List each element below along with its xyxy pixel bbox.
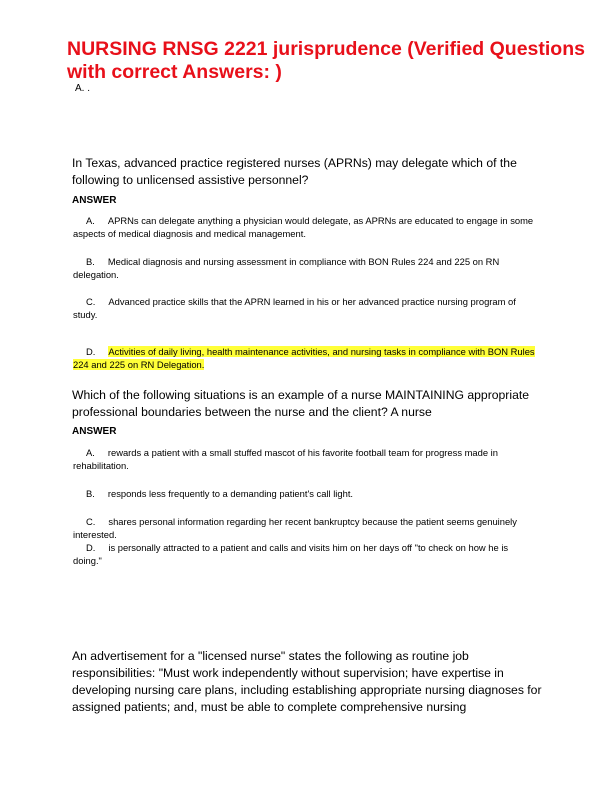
- option-text: responds less frequently to a demanding patient's call light.: [107, 488, 354, 499]
- option-letter: D.: [86, 542, 96, 553]
- question-2-text: Which of the following situations is an example of a nurse MAINTAINING appropriate professional boundaries between the nurse and the client? A nurse: [72, 388, 530, 419]
- option-text: shares personal information regarding her recent bankruptcy because the patient seems genuinely interested.: [73, 516, 517, 540]
- option-letter: B.: [86, 488, 95, 499]
- q1-option-c: [73, 295, 538, 321]
- option-text: is personally attracted to a patient and calls and visits him on her days off "to check on how he is doing.": [73, 542, 509, 566]
- question-3-text: An advertisement for a "licensed nurse" states the following as routine job responsibilities: "Must work independently without supervision; have expertise in developing nursing care plans, including establishing appropriate nursing diagnoses for assigned patients; and, must be able to complete comprehensive nursing: [72, 649, 542, 714]
- q2-option-d: [73, 541, 538, 567]
- q1-option-d-correct: [73, 345, 538, 371]
- q2-option-c: [73, 515, 538, 541]
- option-letter: C.: [86, 296, 96, 307]
- q2-option-b: [73, 487, 538, 500]
- option-letter: D.: [86, 346, 96, 357]
- option-letter: B.: [86, 256, 95, 267]
- option-text: Medical diagnosis and nursing assessment in compliance with BON Rules 224 and 225 on RN delegation.: [73, 256, 500, 280]
- option-text: rewards a patient with a small stuffed mascot of his favorite football team for progress made in rehabilitation.: [73, 447, 498, 471]
- option-text: APRNs can delegate anything a physician would delegate, as APRNs are educated to engage in some aspects of medical diagnosis and medical management.: [73, 215, 534, 239]
- option-letter: A.: [86, 447, 95, 458]
- question-1-text: In Texas, advanced practice registered nurses (APRNs) may delegate which of the following to unlicensed assistive personnel?: [72, 156, 517, 187]
- option-letter: C.: [86, 516, 96, 527]
- option-text: Advanced practice skills that the APRN learned in his or her advanced practice nursing program of study.: [73, 296, 516, 320]
- stray-option-label: A. .: [75, 83, 91, 94]
- answer-label-2: ANSWER: [72, 426, 117, 437]
- q2-option-a: [73, 446, 538, 472]
- q1-option-b: [73, 255, 538, 281]
- option-letter: A.: [86, 215, 95, 226]
- answer-label-1: ANSWER: [72, 195, 117, 206]
- q1-option-a: [73, 214, 538, 240]
- highlighted-correct-answer: Activities of daily living, health maintenance activities, and nursing tasks in compliance with BON Rules 224 and 225 on RN Delegation.: [73, 346, 535, 370]
- document-title: NURSING RNSG 2221 jurisprudence (Verified Questions with correct Answers: ): [67, 38, 585, 83]
